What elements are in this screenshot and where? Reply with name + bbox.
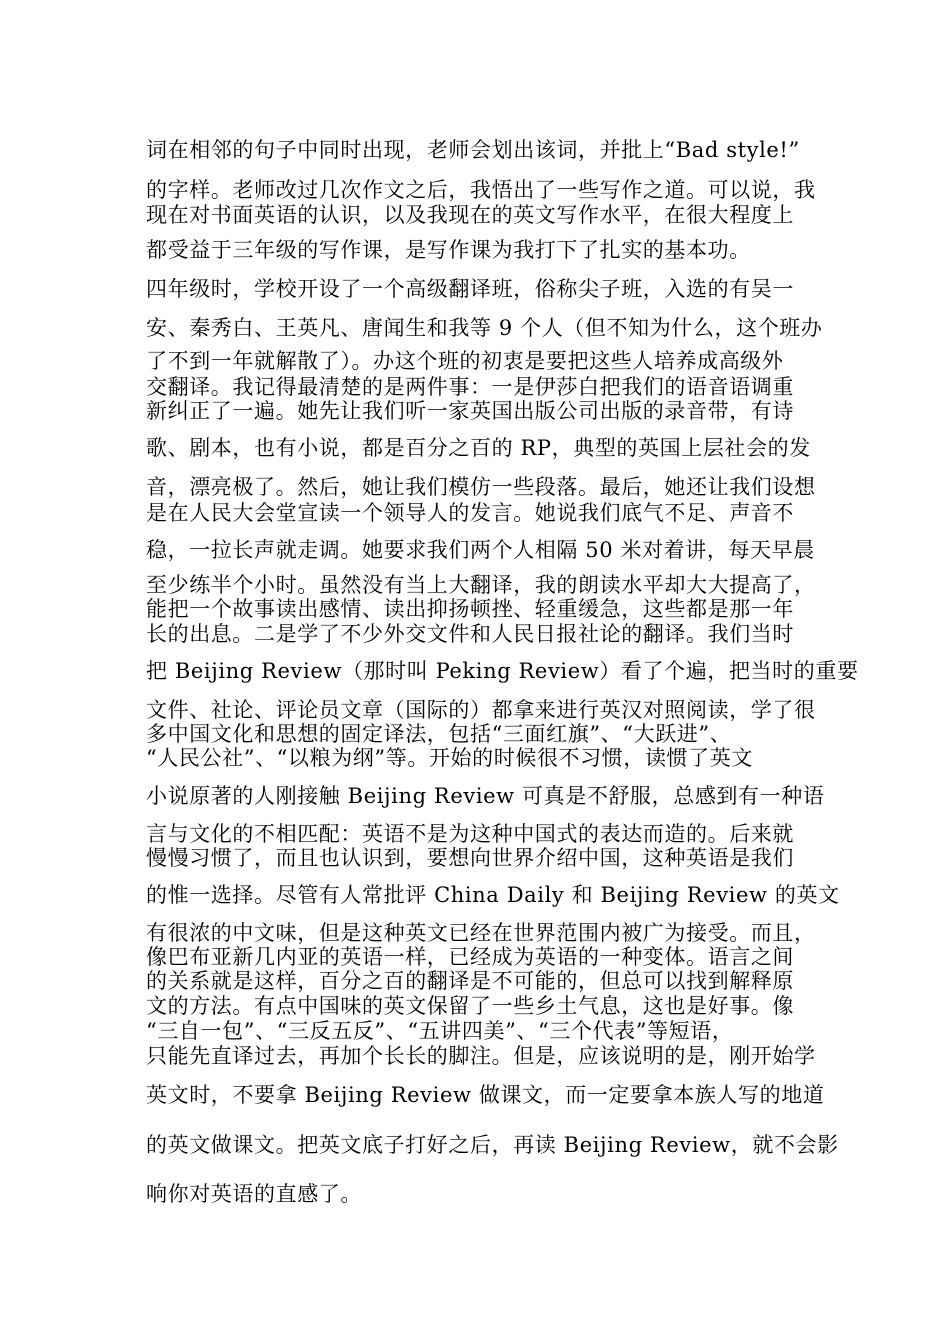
text-line: 的关系就是这样，百分之百的翻译是不可能的，但总可以找到解释原 — [146, 969, 794, 993]
text-line: 把 Beijing Review（那时叫 Peking Review）看了个遍，把当时的重要 — [146, 659, 859, 683]
text-line: 交翻译。我记得最清楚的是两件事：一是伊莎白把我们的语音语调重 — [146, 375, 794, 399]
text-line: 能把一个故事读出感情、读出抑扬顿挫、轻重缓急，这些都是那一年 — [146, 597, 794, 621]
text-line: 像巴布亚新几内亚的英语一样，已经成为英语的一种变体。语言之间 — [146, 945, 794, 969]
text-line: 是在人民大会堂宣读一个领导人的发言。她说我们底气不足、声音不 — [146, 501, 794, 525]
text-line: 歌、剧本，也有小说，都是百分之百的 RP，典型的英国上层社会的发 — [146, 436, 811, 460]
text-line: 都受益于三年级的写作课，是写作课为我打下了扎实的基本功。 — [146, 238, 751, 262]
text-line: 至少练半个小时。虽然没有当上大翻译，我的朗读水平却大大提高了， — [146, 573, 816, 597]
text-line: 音，漂亮极了。然后，她让我们模仿一些段落。最后，她还让我们设想 — [146, 475, 816, 499]
text-line: 言与文化的不相匹配：英语不是为这种中国式的表达而造的。后来就 — [146, 822, 794, 846]
text-line: 响你对英语的直感了。 — [146, 1182, 362, 1206]
text-line: “人民公社”、“以粮为纲”等。开始的时候很不习惯，读惯了英文 — [146, 746, 753, 770]
text-line: 了不到一年就解散了）。办这个班的初衷是要把这些人培养成高级外 — [146, 349, 784, 373]
text-line: 词在相邻的句子中同时出现，老师会划出该词，并批上“Bad style!” — [146, 138, 800, 162]
text-line: “三自一包”、“三反五反”、“五讲四美”、“三个代表”等短语， — [146, 1019, 734, 1043]
text-line: 只能先直译过去，再加个长长的脚注。但是，应该说明的是，刚开始学 — [146, 1044, 816, 1068]
text-line: 小说原著的人刚接触 Beijing Review 可真是不舒服，总感到有一种语 — [146, 784, 825, 808]
text-line: 文件、社论、评论员文章（国际的）都拿来进行英汉对照阅读，学了很 — [146, 698, 816, 722]
text-line: 现在对书面英语的认识，以及我现在的英文写作水平，在很大程度上 — [146, 203, 794, 227]
text-line: 新纠正了一遍。她先让我们听一家英国出版公司出版的录音带，有诗 — [146, 399, 794, 423]
text-line: 稳，一拉长声就走调。她要求我们两个人相隔 50 米对着讲，每天早晨 — [146, 538, 815, 562]
text-line: 多中国文化和思想的固定译法，包括“三面红旗”、“大跃进”、 — [146, 722, 732, 746]
text-line: 文的方法。有点中国味的英文保留了一些乡土气息，这也是好事。像 — [146, 994, 794, 1018]
text-line: 慢慢习惯了，而且也认识到，要想向世界介绍中国，这种英语是我们 — [146, 846, 794, 870]
text-line: 安、秦秀白、王英凡、唐闻生和我等 9 个人（但不知为什么，这个班办 — [146, 316, 823, 340]
text-line: 的惟一选择。尽管有人常批评 China Daily 和 Beijing Review 的英文 — [146, 883, 840, 907]
text-line: 长的出息。二是学了不少外交文件和人民日报社论的翻译。我们当时 — [146, 622, 794, 646]
text-line: 四年级时，学校开设了一个高级翻译班，俗称尖子班，入选的有吴一 — [146, 277, 794, 301]
text-line: 的英文做课文。把英文底子打好之后，再读 Beijing Review，就不会影 — [146, 1133, 839, 1157]
text-line: 有很浓的中文味，但是这种英文已经在世界范围内被广为接受。而且， — [146, 921, 816, 945]
text-line: 英文时，不要拿 Beijing Review 做课文，而一定要拿本族人写的地道 — [146, 1083, 825, 1107]
text-line: 的字样。老师改过几次作文之后，我悟出了一些写作之道。可以说，我 — [146, 178, 816, 202]
